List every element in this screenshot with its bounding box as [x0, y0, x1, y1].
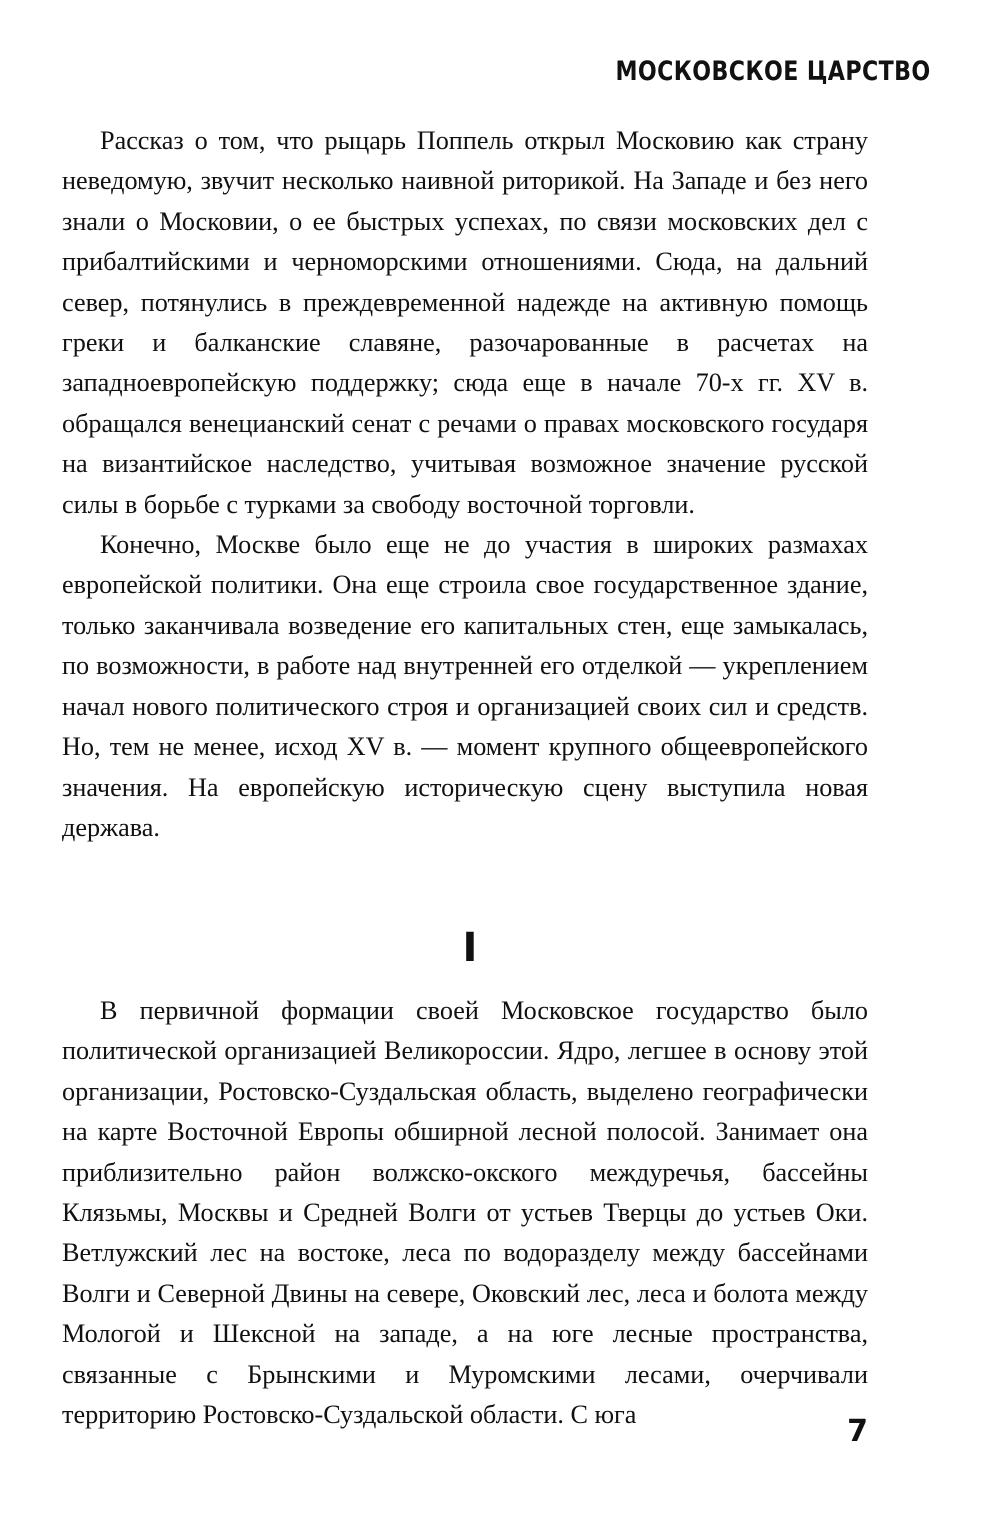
- paragraph: В первичной формации своей Московское государство было политической организацией Великороссии. Ядро, легшее в основу этой организации, Ростовско-Суздальская область, выделено географически на карте Восточной Европы обширной лесной полосой. Занимает она приблизительно район волжско-окского междуречья, бассейны Клязьмы, Москвы и Средней Волги от устьев Тверцы до устьев Оки. Ветлужский лес на востоке, леса по водоразделу между бассейнами Волги и Северной Двины на севере, Оковский лес, леса и болота между Мологой и Шексной на западе, а на юге лесные пространства, связанные с Брынскими и Муромскими лесами, очерчивали территорию Ростовско-Суздальской области. С юга: [62, 996, 868, 1430]
- text-block-bottom: [62, 991, 868, 1435]
- paragraph: Конечно, Москве было еще не до участия в широких размахах европейской политики. Она еще строила свое государственное здание, только заканчивала возведение его капитальных стен, еще замыкалась, по возможности, в работе над внутренней его отделкой — укреплением начал нового политического строя и организацией своих сил и средств. Но, тем не менее, исход XV в. — момент крупного общеевропейского значения. На европейскую историческую сцену выступила новая держава.: [62, 530, 868, 842]
- running-head: МОСКОВСКОЕ ЦАРСТВО: [615, 56, 931, 87]
- page-number: 7: [847, 1414, 868, 1449]
- text-block-top: [62, 121, 868, 848]
- section-number: I: [462, 925, 478, 971]
- paragraph: Рассказ о том, что рыцарь Поппель открыл Московию как страну неведомую, звучит несколько наивной риторикой. На Западе и без него знали о Московии, о ее быстрых успехах, по связи московских дел с прибалтийскими и черноморскими отношениями. Сюда, на дальний север, потянулись в преждевременной надежде на активную помощь греки и балканские славяне, разочарованные в расчетах на западноевропейскую поддержку; сюда еще в начале 70-х гг. XV в. обращался венецианский сенат с речами о правах московского государя на византийское наследство, учитывая возможное значение русской силы в борьбе с турками за свободу восточной торговли.: [62, 126, 868, 519]
